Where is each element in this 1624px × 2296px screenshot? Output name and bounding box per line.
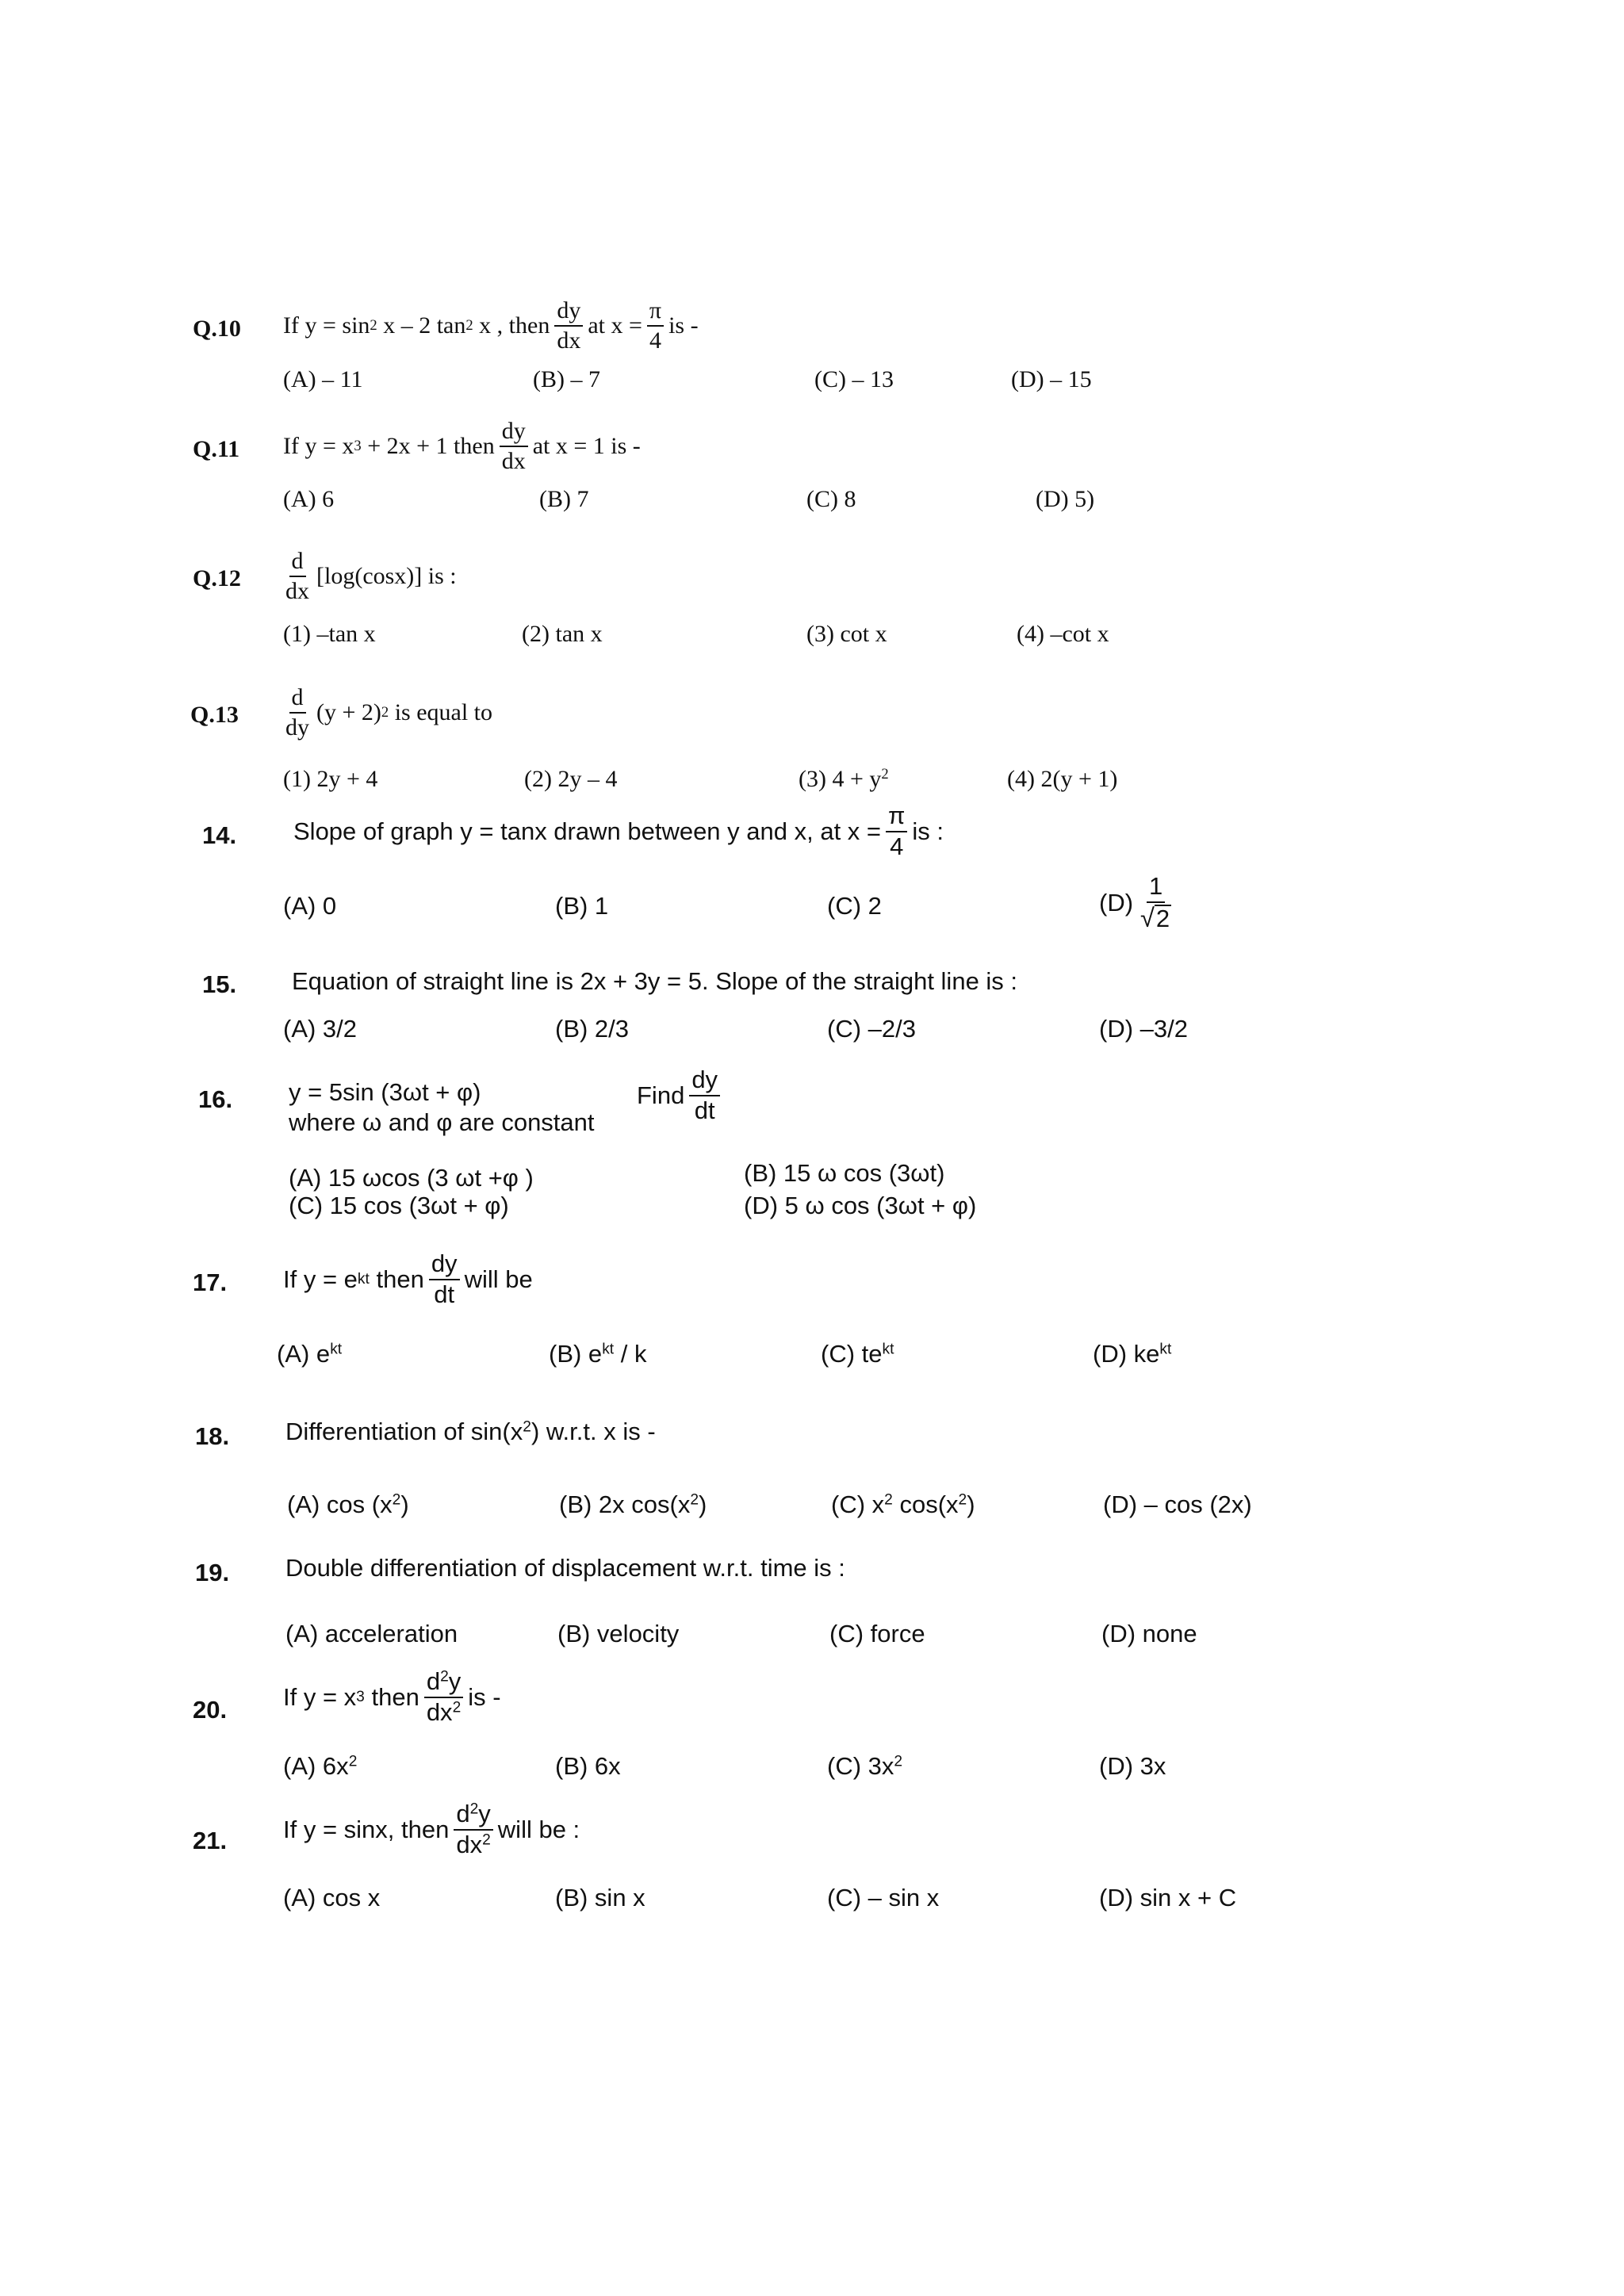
fraction-dy-dt: $\frac{dy}{dt}$ <box>689 1067 720 1123</box>
option-d[interactable]: (D) –3/2 <box>1099 1015 1188 1043</box>
option-a[interactable]: (A) 0 <box>283 892 337 920</box>
option-4[interactable]: (4) –cot x <box>1017 621 1109 647</box>
option-a[interactable]: (A) – 11 <box>283 366 363 392</box>
option-a[interactable]: (A) 15 ωcos (3 ωt +φ ) <box>289 1164 534 1192</box>
fraction-d2y-dx2: $\frac{d^2y}{dx^2}$ <box>454 1801 492 1858</box>
option-d[interactable]: (D) – cos (2x) <box>1103 1490 1252 1518</box>
fraction-dy-dx: $\frac{dy}{dx}$ <box>554 298 583 353</box>
option-c[interactable]: (C) $te^{kt}$ <box>821 1340 894 1368</box>
question-text: If y = sin 2 x – 2 tan 2 x , then $\frac{dy}{dx}$ at x = $\frac{\pi}{4}$ is - <box>283 297 699 354</box>
question-text: If y = e kt then $\frac{dy}{dt}$ will be <box>283 1249 533 1308</box>
option-a[interactable]: (A) $e^{kt}$ <box>277 1340 343 1368</box>
question-number: 21. <box>193 1827 228 1854</box>
question-number: 16. <box>198 1085 233 1113</box>
question-text: $\frac{d}{dx}$ [log(cosx)] is : <box>283 549 457 603</box>
option-2[interactable]: (2) 2y – 4 <box>524 766 618 792</box>
option-a[interactable]: (A) 3/2 <box>283 1015 358 1043</box>
question-number: 20. <box>193 1696 228 1724</box>
option-d[interactable]: (D) 3x <box>1099 1752 1166 1780</box>
option-a[interactable]: (A) cos x <box>283 1884 381 1911</box>
question-text: If y = x 3 + 2x + 1 then $\frac{dy}{dx}$ at x = 1 is - <box>283 418 641 474</box>
question-text: If y = sinx, then $\frac{d^2y}{dx^2}$ will be : <box>283 1800 580 1858</box>
option-a[interactable]: (A) $\cos (x^2)$ <box>287 1490 409 1518</box>
fraction-d-dx: $\frac{d}{dx}$ <box>285 548 309 604</box>
option-a[interactable]: (A) 6 <box>283 486 335 512</box>
option-b[interactable]: (B) 15 ω cos (3ωt) <box>744 1159 945 1187</box>
question-number: Q.10 <box>193 316 241 342</box>
question-number: 18. <box>195 1422 230 1450</box>
option-a[interactable]: (A) $6x^2$ <box>283 1752 358 1780</box>
option-c[interactable]: (C) force <box>829 1620 925 1647</box>
option-b[interactable]: (B) 7 <box>539 486 589 512</box>
question-number: 14. <box>202 821 237 849</box>
fraction-d-dy: $\frac{d}{dy}$ <box>285 684 309 740</box>
option-c[interactable]: (C) $3x^2$ <box>827 1752 903 1780</box>
option-d[interactable]: (D) 5) <box>1036 486 1095 512</box>
question-text: If y = x 3 then $\frac{d^2y}{dx^2}$ is - <box>283 1667 501 1726</box>
option-c[interactable]: (C) – 13 <box>814 366 894 392</box>
question-number: Q.11 <box>193 436 240 462</box>
option-c[interactable]: (C) $x^2$ $\cos(x^2)$ <box>831 1490 975 1518</box>
option-c[interactable]: (C) 2 <box>827 892 882 920</box>
option-d[interactable]: (D) – 15 <box>1011 366 1092 392</box>
option-c[interactable]: (C) 8 <box>806 486 856 512</box>
option-b[interactable]: (B) 6x <box>555 1752 621 1780</box>
find-expression: Find $\frac{dy}{dt}$ <box>637 1067 725 1123</box>
question-number: 19. <box>195 1559 230 1586</box>
option-b[interactable]: (B) velocity <box>557 1620 680 1647</box>
option-4[interactable]: (4) 2(y + 1) <box>1007 766 1118 792</box>
option-d[interactable]: (D) $ke^{kt}$ <box>1093 1340 1172 1368</box>
question-number: Q.12 <box>193 565 241 591</box>
fraction-1-root2: 1 √ 2 <box>1140 872 1170 932</box>
option-1[interactable]: (1) –tan x <box>283 621 376 647</box>
question-text: Slope of graph y = tanx drawn between y and x, at x = $\frac{\pi}{4}$ is : <box>293 802 944 860</box>
question-number: 15. <box>202 970 237 998</box>
fraction-dy-dt: $\frac{dy}{dt}$ <box>429 1251 460 1307</box>
option-c[interactable]: (C) 15 cos (3ωt + φ) <box>289 1192 509 1219</box>
option-b[interactable]: (B) 2x $\cos(x^2)$ <box>559 1490 707 1518</box>
question-line-2: where ω and φ are constant <box>289 1108 595 1136</box>
option-a[interactable]: (A) acceleration <box>285 1620 458 1647</box>
option-b[interactable]: (B) sin x <box>555 1884 645 1911</box>
option-b[interactable]: (B) – 7 <box>533 366 600 392</box>
option-2[interactable]: (2) tan x <box>522 621 603 647</box>
fraction-dy-dx: $\frac{dy}{dx}$ <box>500 419 528 473</box>
question-text: Differentiation of $\sin(x^2)$ w.r.t. x is - <box>285 1418 656 1445</box>
question-line-1: y = 5sin (3ωt + φ) <box>289 1078 481 1106</box>
option-3[interactable]: (3) cot x <box>806 621 887 647</box>
option-1[interactable]: (1) 2y + 4 <box>283 766 378 792</box>
question-number: Q.13 <box>190 702 239 728</box>
option-c[interactable]: (C) – sin x <box>827 1884 940 1911</box>
option-d[interactable]: (D) 1 √ 2 <box>1099 874 1178 932</box>
option-b[interactable]: (B) 1 <box>555 892 609 920</box>
question-text: Double differentiation of displacement w.r.t. time is : <box>285 1554 845 1582</box>
question-text: $\frac{d}{dy}$ (y + 2) 2 is equal to <box>283 685 492 740</box>
question-number: 17. <box>193 1269 228 1296</box>
fraction-d2y-dx2: $\frac{d^2y}{dx^2}$ <box>424 1669 463 1725</box>
option-d[interactable]: (D) none <box>1101 1620 1197 1647</box>
fraction-pi-4: $\frac{\pi}{4}$ <box>886 803 907 859</box>
option-c[interactable]: (C) –2/3 <box>827 1015 916 1043</box>
fraction-pi-4: $\frac{\pi}{4}$ <box>647 298 664 353</box>
option-3[interactable]: (3) $4 + y^2$ <box>799 765 889 792</box>
question-text: Equation of straight line is 2x + 3y = 5. Slope of the straight line is : <box>292 967 1018 995</box>
option-d[interactable]: (D) sin x + C <box>1099 1884 1237 1911</box>
option-b[interactable]: (B) 2/3 <box>555 1015 630 1043</box>
option-b[interactable]: (B) $e^{kt}$ / k <box>549 1340 647 1368</box>
option-d[interactable]: (D) 5 ω cos (3ωt + φ) <box>744 1192 977 1219</box>
